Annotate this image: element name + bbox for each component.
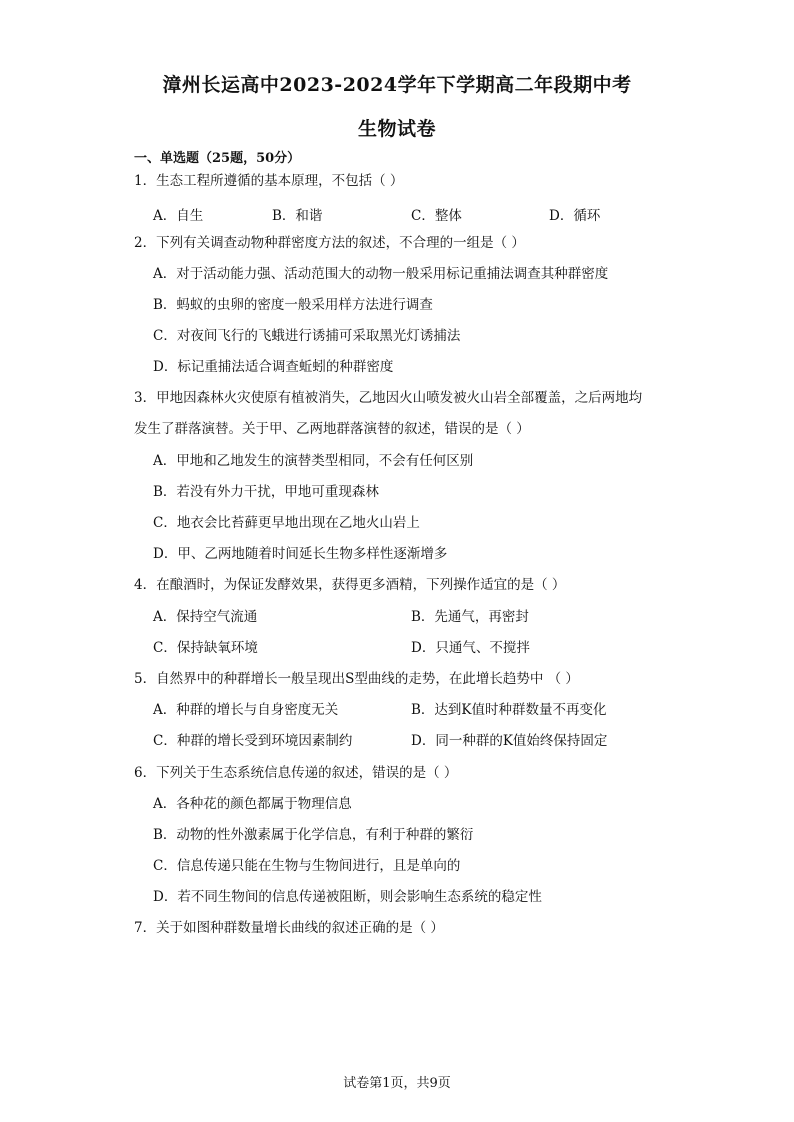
question-5-stem: 5．自然界中的种群增长一般呈现出S型曲线的走势，在此增长趋势中 （ ） [134, 671, 579, 687]
question-7-stem: 7．关于如图种群数量增长曲线的叙述正确的是（ ） [134, 920, 444, 936]
question-2-stem: 2．下列有关调查动物种群密度方法的叙述，不合理的一组是（ ） [134, 235, 525, 251]
question-4-option-d: D．只通气、不搅拌 [411, 640, 530, 656]
question-3-option-b: B．若没有外力干扰，甲地可重现森林 [153, 484, 379, 500]
question-2-option-b: B．蚂蚁的虫卵的密度一般采用样方法进行调查 [153, 297, 433, 313]
question-4-option-b: B．先通气，再密封 [411, 609, 529, 625]
question-3-stem-line-2: 发生了群落演替。关于甲、乙两地群落演替的叙述，错误的是（ ） [134, 421, 530, 437]
question-1-option-a: A．自生 [153, 208, 204, 224]
question-4-option-a: A．保持空气流通 [153, 609, 258, 625]
question-3-option-d: D．甲、乙两地随着时间延长生物多样性逐渐增多 [153, 546, 448, 562]
question-3-option-a: A．甲地和乙地发生的演替类型相同，不会有任何区别 [153, 453, 474, 469]
question-6-option-d: D．若不同生物间的信息传递被阻断，则会影响生态系统的稳定性 [153, 889, 542, 905]
question-4-stem: 4．在酿酒时，为保证发酵效果，获得更多酒精，下列操作适宜的是（ ） [134, 577, 566, 593]
question-3-option-c: C．地衣会比苔藓更早地出现在乙地火山岩上 [153, 515, 420, 531]
question-2-option-c: C．对夜间飞行的飞蛾进行诱捕可采取黑光灯诱捕法 [153, 328, 461, 344]
question-1-stem: 1．生态工程所遵循的基本原理，不包括（ ） [134, 173, 404, 189]
question-2-option-a: A．对于活动能力强、活动范围大的动物一般采用标记重捕法调查其种群密度 [153, 266, 609, 282]
question-5-option-d: D．同一种群的K值始终保持固定 [411, 733, 608, 749]
question-6-option-c: C．信息传递只能在生物与生物间进行，且是单向的 [153, 858, 461, 874]
question-1-option-c: C．整体 [411, 208, 462, 224]
exam-subtitle: 生物试卷 [357, 118, 436, 140]
question-6-option-b: B．动物的性外激素属于化学信息，有利于种群的繁衍 [153, 827, 474, 843]
question-5-option-a: A．种群的增长与自身密度无关 [153, 702, 339, 718]
question-1-option-d: D．循环 [549, 208, 601, 224]
question-2-option-d: D．标记重捕法适合调查蚯蚓的种群密度 [153, 359, 394, 375]
exam-title: 漳州长运高中2023-2024学年下学期高二年段期中考 [162, 74, 632, 96]
question-6-option-a: A．各种花的颜色都属于物理信息 [153, 796, 352, 812]
question-4-option-c: C．保持缺氧环境 [153, 640, 258, 656]
question-5-option-c: C．种群的增长受到环境因素制约 [153, 733, 353, 749]
question-1-option-b: B．和谐 [272, 208, 323, 224]
section-heading: 一、单选题（25题，50分） [134, 151, 301, 166]
question-6-stem: 6．下列关于生态系统信息传递的叙述，错误的是（ ） [134, 765, 458, 781]
page-footer: 试卷第1页，共9页 [343, 1076, 451, 1091]
question-3-stem-line-1: 3．甲地因森林火灾使原有植被消失，乙地因火山喷发被火山岩全部覆盖，之后两地均 [134, 390, 643, 406]
question-5-option-b: B．达到K值时种群数量不再变化 [411, 702, 607, 718]
